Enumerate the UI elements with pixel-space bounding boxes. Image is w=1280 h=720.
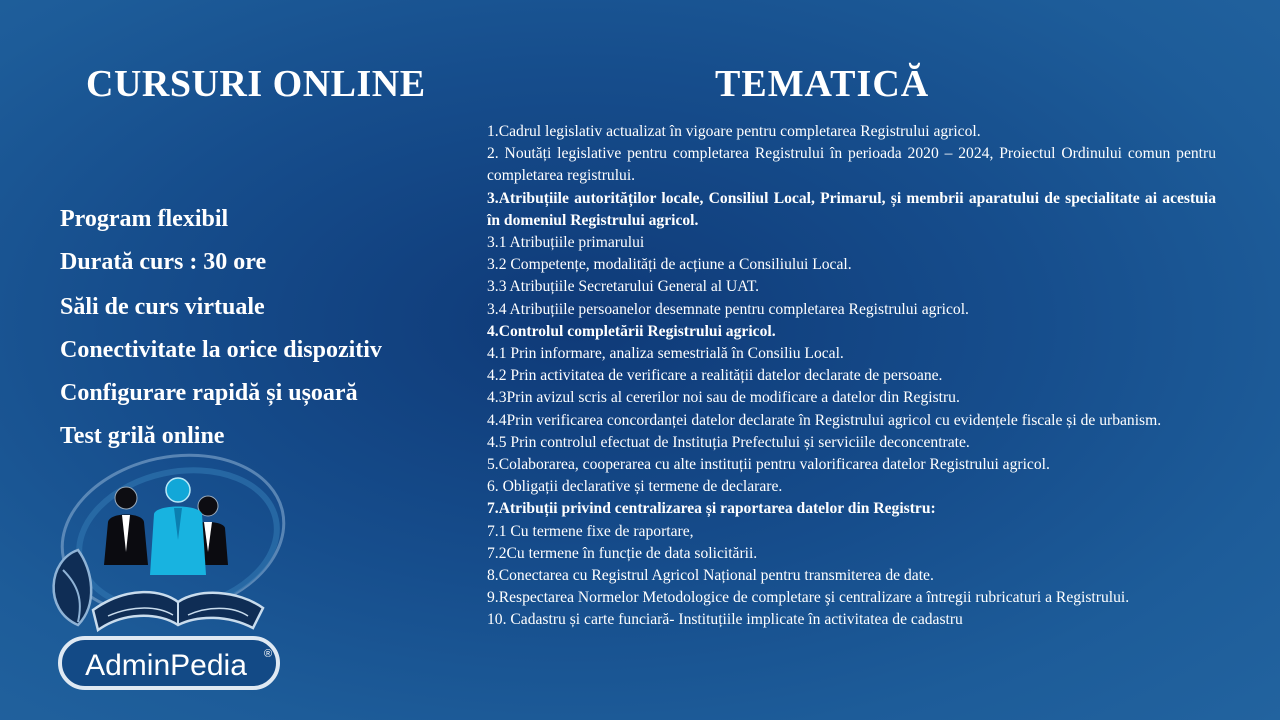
topic-line: 8.Conectarea cu Registrul Agricol Național pentru transmiterea de date. [487,567,934,585]
feature-item: Săli de curs virtuale [60,294,265,320]
topic-line: 3.1 Atribuțiile primarului [487,234,645,252]
topic-line: 10. Cadastru și carte funciară- Instituțiile implicate în activitatea de cadastru [487,611,963,629]
features-list [60,198,382,458]
topic-line: 4.Controlul completării Registrului agricol. [487,322,776,340]
topic-line: 1.Cadrul legislativ actualizat în vigoare pentru completarea Registrului agricol. [487,123,981,140]
topics-list [487,121,1216,632]
topic-line: 5.Colaborarea, cooperarea cu alte instituții pentru valorificarea datelor Registrului agricol. [487,456,1050,474]
topic-line: 2. Noutăți legislative pentru completarea Registrului în perioada 2020 – 2024, Proiectul Ordinului comun pentru completarea registrului. [487,145,1216,185]
feature-item: Configurare rapidă și ușoară [60,380,358,406]
topic-line: 3.2 Competențe, modalități de acțiune a Consiliului Local. [487,256,852,274]
topic-line: 3.4 Atribuțiile persoanelor desemnate pentru completarea Registrului agricol. [487,300,969,318]
topic-line: 7.Atribuții privind centralizarea și raportarea datelor din Registru: [487,500,936,518]
topic-line: 4.2 Prin activitatea de verificare a realității datelor declarate de persoane. [487,367,943,385]
logo-wordmark: AdminPedia [85,649,247,682]
feature-item: Durată curs : 30 ore [60,249,267,275]
topic-line: 7.1 Cu termene fixe de raportare, [487,522,694,540]
topic-line: 4.4Prin verificarea concordanței datelor declarate în Registrului agricol cu evidențele fiscale și de urbanism. [487,411,1162,429]
topic-line: 7.2Cu termene în funcție de data solicitării. [487,544,758,562]
topic-line: 3.3 Atribuțiile Secretarului General al UAT. [487,278,760,296]
topic-line: 9.Respectarea Normelor Metodologice de completare şi centralizare a întregii rubricaturi a Registrului. [487,589,1130,607]
courses-title: CURSURI ONLINE [86,63,426,105]
feature-item: Conectivitate la orice dispozitiv [60,337,382,363]
feature-item: Program flexibil [60,206,229,232]
topic-line: 6. Obligații declarative și termene de declarare. [487,478,783,496]
topic-line: 4.3Prin avizul scris al cererilor noi sau de modificare a datelor din Registru. [487,389,960,407]
registered-mark: ® [263,648,273,660]
topics-title: TEMATICĂ [715,63,930,105]
adminpedia-logo [38,440,298,700]
topic-line: 4.5 Prin controlul efectuat de Instituția Prefectului și serviciile deconcentrate. [487,433,970,451]
topic-line: 4.1 Prin informare, analiza semestrială în Consiliu Local. [487,345,844,363]
feature-item: Test grilă online [60,423,225,449]
topic-line: 3.Atribuțiile autorităților locale, Consiliul Local, Primarul, și membrii aparatului de specialitate ai acestuia în domeniul Registrului agricol. [487,189,1216,229]
